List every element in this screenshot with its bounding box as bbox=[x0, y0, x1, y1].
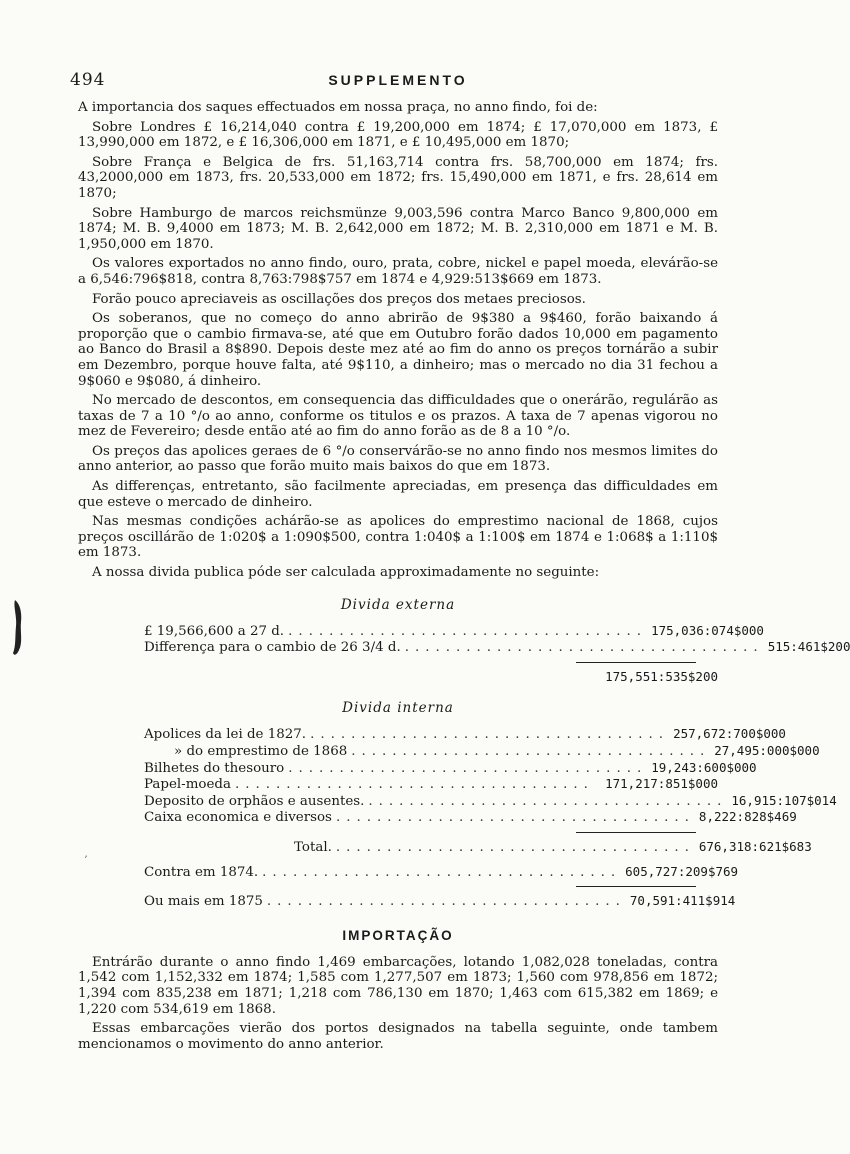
divida-interna-title: Divida interna bbox=[342, 700, 454, 717]
row-amount: 16,915:107$014 bbox=[731, 792, 837, 808]
table-row bbox=[144, 809, 797, 826]
row-amount: 605,727:209$769 bbox=[625, 863, 739, 879]
paragraph: A importancia dos saques effectuados em nossa praça, no anno findo, foi de: bbox=[78, 100, 598, 115]
table-total-row bbox=[144, 838, 812, 856]
paragraph: Sobre Londres £ 16,214,040 contra £ 19,200,000 em 1874; £ 17,070,000 em 1873, £ 13,990,000 em 1872, e £ 16,306,000 em 1871, e £ 10,495,000 em 1870; bbox=[78, 119, 718, 151]
page-number: 494 bbox=[70, 70, 106, 90]
total-label: Total. bbox=[294, 839, 332, 855]
importacao-title: IMPORTAÇÃO bbox=[342, 927, 454, 943]
row-label: Bilhetes do thesouro bbox=[144, 760, 285, 776]
row-label: Caixa economica e diversos bbox=[144, 810, 332, 826]
row-amount: 171,217:851$000 bbox=[605, 776, 718, 792]
table-row bbox=[144, 893, 736, 910]
dot-leader: ................................... bbox=[335, 839, 695, 855]
row-amount: 19,243:600$000 bbox=[651, 759, 757, 775]
table-row bbox=[144, 863, 739, 881]
row-label: » do emprestimo de 1868 bbox=[174, 744, 348, 759]
paragraph: Nas mesmas condições achárão-se as apolices do emprestimo nacional de 1868, cujos preços oscillárão de 1:020$ a 1:090$500, contra 1:040$ a 1:100$ em 1874 e 1:068$ a 1:110$ em 1873. bbox=[78, 514, 718, 561]
table-row bbox=[144, 622, 764, 640]
table-total-row bbox=[144, 669, 718, 685]
dot-leader: ................................... bbox=[404, 640, 764, 656]
paragraph: Os soberanos, que no começo do anno abrirão de 9$380 a 9$460, forão baixando á proporção que o cambio firmava-se, até que em Outubro forão dados 10,000 em pagamento ao Banco do Brasil a 8$890. Depois deste mez até ao fim do anno os preços tornárão a subir em Dezembro, porque houve falta, até 9$110, a dinheiro; mas o mercado no dia 31 fechou a 9$060 e 9$080, á dinheiro. bbox=[78, 311, 718, 389]
row-amount: 175,551:535$200 bbox=[605, 668, 718, 684]
row-label: Apolices da lei de 1827. bbox=[144, 727, 307, 743]
dot-leader: ................................... bbox=[288, 623, 648, 639]
row-label: Differença para o cambio de 26 3/4 d. bbox=[144, 640, 401, 656]
paragraph: As differenças, entretanto, são facilmente apreciadas, em presença das difficuldades em que esteve o mercado de dinheiro. bbox=[78, 479, 718, 510]
paragraph: Sobre Hamburgo de marcos reichsmünze 9,003,596 contra Marco Banco 9,800,000 em 1874; M. B. 9,4000 em 1873; M. B. 2,642,000 em 1872; M. B. 2,310,000 em 1871 e M. B. 1,950,000 em 1870. bbox=[78, 205, 718, 252]
dot-leader: ................................... bbox=[335, 810, 695, 826]
row-amount: 27,495:000$000 bbox=[714, 743, 820, 758]
margin-speck: ʼ bbox=[84, 855, 88, 866]
ink-blot-mark bbox=[12, 598, 24, 658]
sum-rule bbox=[576, 832, 696, 833]
row-amount: 8,222:828$469 bbox=[698, 809, 797, 825]
row-amount: 257,672:700$000 bbox=[673, 726, 786, 742]
table-row bbox=[144, 792, 837, 810]
paragraph: Essas embarcações vierão dos portos designados na tabella seguinte, onde tambem mencionamos o movimento do anno anterior. bbox=[78, 1021, 718, 1052]
dot-leader: ................................... bbox=[368, 793, 728, 809]
table-row bbox=[144, 726, 786, 743]
divida-externa-title: Divida externa bbox=[340, 596, 456, 613]
divida-externa-table bbox=[78, 622, 850, 685]
table-row bbox=[144, 743, 820, 760]
paragraph: A nossa divida publica póde ser calculada approximadamente no seguinte: bbox=[92, 565, 600, 581]
paragraph: No mercado de descontos, em consequencia das difficuldades que o onerárão, regulárão as taxas de 7 a 10 °/o ao anno, conforme os titulos e os prazos. A taxa de 7 apenas vigorou no mez de Fevereiro; desde então até ao fim do anno forão as de 8 a 10 °/o. bbox=[78, 393, 718, 440]
divida-interna-table bbox=[78, 726, 837, 910]
paragraph: Os preços das apolices geraes de 6 °/o conservárão-se no anno findo nos mesmos limites do anno anterior, ao passo que forão muito mais baixos do que em 1873. bbox=[78, 443, 718, 475]
table-row bbox=[144, 639, 850, 656]
table-row bbox=[144, 776, 718, 793]
paragraph: Forão pouco apreciaveis as oscillações dos preços dos metaes preciosos. bbox=[92, 291, 586, 307]
contra-label: Contra em 1874. bbox=[144, 864, 259, 880]
paragraph: Sobre França e Belgica de frs. 51,163,714 contra frs. 58,700,000 em 1874; frs. 43,2000,000 em 1873, frs. 20,533,000 em 1872; frs. 15,490,000 em 1871, e frs. 28,614 em 1870; bbox=[78, 154, 718, 201]
table-row bbox=[144, 759, 757, 777]
document-page bbox=[70, 68, 850, 1056]
paragraph: Os valores exportados no anno findo, ouro, prata, cobre, nickel e papel moeda, elevárão-se a 6,546:796$818, contra 8,763:798$757 em 1874 e 4,929:513$669 em 1873. bbox=[78, 256, 718, 287]
row-label: Deposito de orphãos e ausentes. bbox=[144, 793, 365, 809]
mais-label: Ou mais em 1875 bbox=[144, 894, 263, 910]
dot-leader: ................................... bbox=[288, 760, 648, 776]
paragraph: Entrárão durante o anno findo 1,469 embarcações, lotando 1,082,028 toneladas, contra 1,542 com 1,152,332 em 1874; 1,585 com 1,277,507 em 1873; 1,560 com 978,856 em 1872; 1,394 com 835,238 em 1871; 1,218 com 786,130 em 1870; 1,463 com 615,382 em 1869; e 1,220 com 534,619 em 1868. bbox=[78, 954, 718, 1017]
dot-leader: ................................... bbox=[266, 894, 626, 910]
sum-rule bbox=[576, 886, 696, 887]
row-label: £ 19,566,600 a 27 d. bbox=[144, 623, 285, 639]
running-title: SUPPLEMENTO bbox=[328, 72, 468, 88]
row-amount: 515:461$200 bbox=[767, 639, 850, 655]
page-header bbox=[70, 68, 718, 90]
dot-leader: ................................... bbox=[234, 777, 594, 793]
row-label: Papel-moeda bbox=[144, 777, 231, 793]
row-amount: 70,591:411$914 bbox=[629, 893, 736, 909]
sum-rule bbox=[576, 662, 696, 663]
row-amount: 175,036:074$000 bbox=[651, 622, 764, 638]
dot-leader: ................................... bbox=[310, 727, 670, 743]
dot-leader: ................................... bbox=[351, 744, 711, 759]
dot-leader: ................................... bbox=[262, 864, 622, 880]
row-amount: 676,318:621$683 bbox=[698, 838, 812, 854]
